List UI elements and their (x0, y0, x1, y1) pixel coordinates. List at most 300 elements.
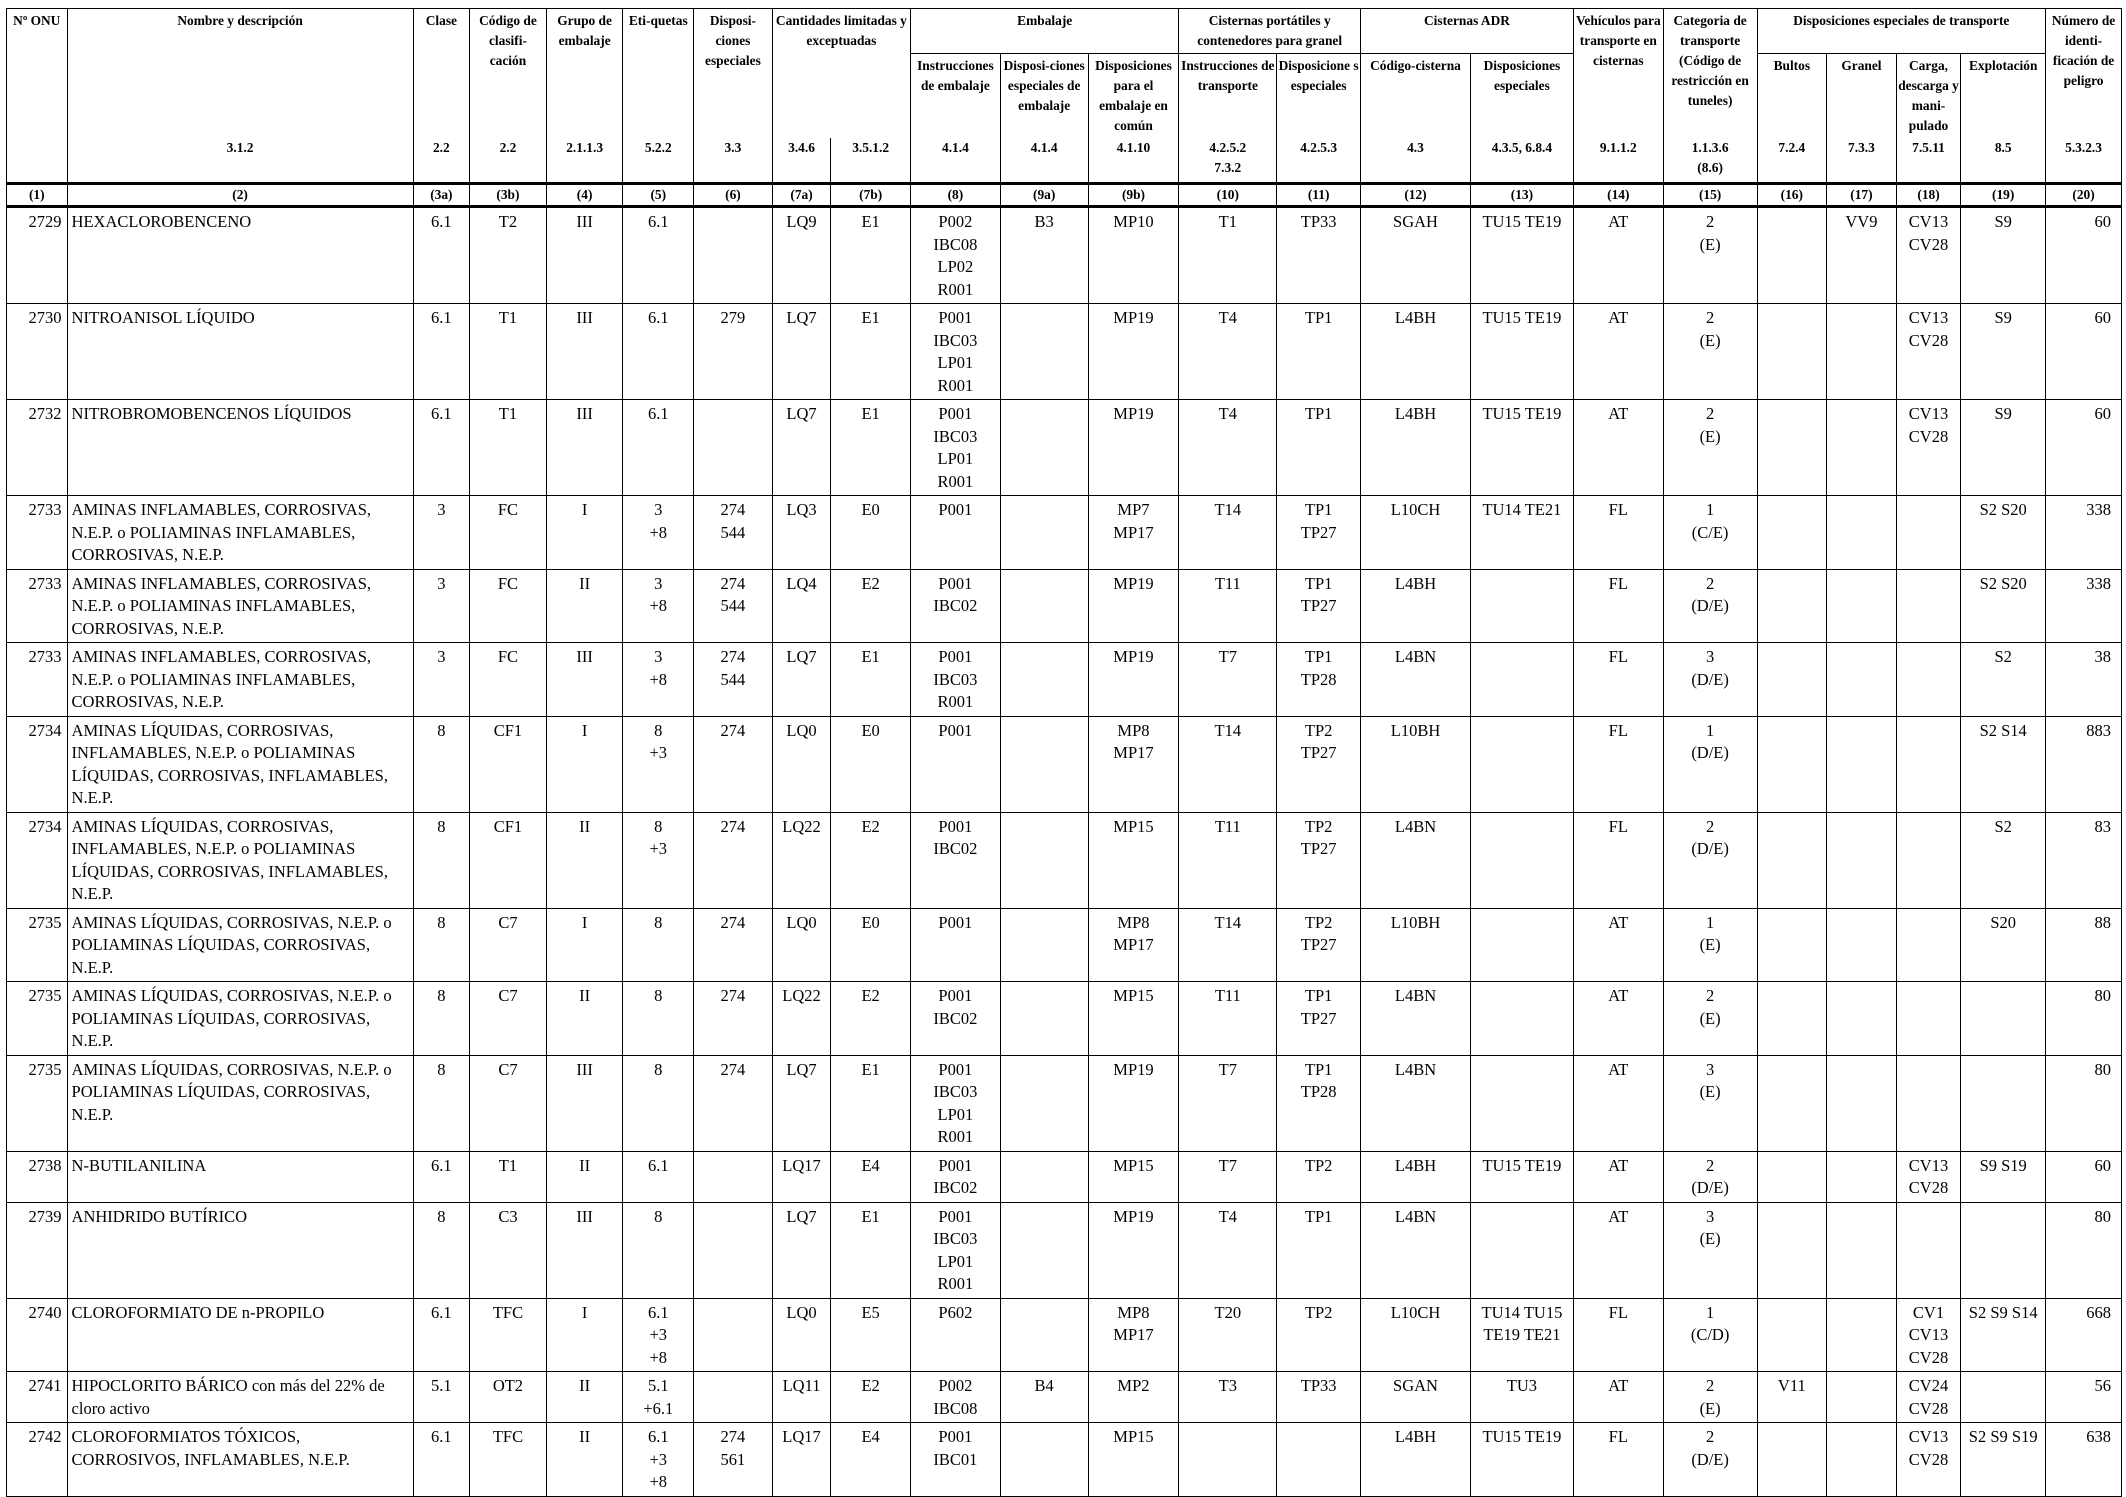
table-cell: E0 (831, 496, 911, 570)
table-cell: CV13 CV28 (1896, 207, 1961, 304)
col-header-vehiculos: Vehículos para transporte en cisternas (1573, 9, 1663, 139)
table-cell (1961, 1372, 2046, 1423)
table-cell: FC (470, 496, 547, 570)
table-cell: 80 (2046, 982, 2122, 1056)
table-cell: LQ22 (772, 982, 831, 1056)
table-row (7, 716, 2122, 812)
ref-cell: 7.3.3 (1827, 138, 1897, 184)
table-cell (1961, 982, 2046, 1056)
ref-cell: 8.5 (1961, 138, 2046, 184)
table-cell: P002 IBC08 (911, 1372, 1001, 1423)
table-cell (694, 400, 773, 496)
table-cell (1000, 1202, 1088, 1298)
table-cell: AT (1573, 908, 1663, 982)
table-cell (1896, 908, 1961, 982)
table-cell (694, 1151, 773, 1202)
table-cell (1000, 1298, 1088, 1372)
table-cell: TU14 TE21 (1470, 496, 1573, 570)
table-cell (1757, 569, 1827, 643)
ref-cell: 2.1.1.3 (546, 138, 623, 184)
table-cell (1000, 496, 1088, 570)
col-id-cell: (8) (911, 184, 1001, 207)
table-cell: 2 (E) (1663, 207, 1757, 304)
table-cell: 3 (413, 569, 470, 643)
table-cell: TU15 TE19 (1470, 400, 1573, 496)
table-cell (1961, 1055, 2046, 1151)
table-cell: 6.1 (623, 1151, 694, 1202)
ref-cell: 7.5.11 (1896, 138, 1961, 184)
col-header-grupo: Grupo de embalaje (546, 9, 623, 139)
table-cell: 1 (D/E) (1663, 716, 1757, 812)
table-cell: FL (1573, 1423, 1663, 1497)
table-cell (1757, 908, 1827, 982)
table-cell: 2 (E) (1663, 400, 1757, 496)
table-cell: P001 (911, 908, 1001, 982)
table-cell: 8 (623, 908, 694, 982)
table-cell (1470, 716, 1573, 812)
table-cell (1827, 982, 1897, 1056)
col-header-codigo-cisterna: Código-cisterna (1361, 54, 1471, 139)
table-cell (1757, 207, 1827, 304)
table-cell: T4 (1179, 1202, 1277, 1298)
table-cell (1896, 569, 1961, 643)
table-cell: P001 IBC03 R001 (911, 643, 1001, 717)
table-cell: P001 IBC02 (911, 982, 1001, 1056)
table-cell: AT (1573, 400, 1663, 496)
table-cell: FL (1573, 812, 1663, 908)
table-cell: SGAN (1361, 1372, 1471, 1423)
table-cell (1827, 496, 1897, 570)
table-row (7, 1372, 2122, 1423)
col-id-cell: (11) (1277, 184, 1361, 207)
ref-cell: 3.4.6 (772, 138, 831, 184)
table-cell: 8 (413, 1055, 470, 1151)
table-cell: T1 (1179, 207, 1277, 304)
table-cell: MP10 (1088, 207, 1179, 304)
ref-cell: 5.3.2.3 (2046, 138, 2122, 184)
table-cell: II (546, 1372, 623, 1423)
table-cell: 6.1 (623, 400, 694, 496)
table-cell: P001 IBC03 LP01 R001 (911, 304, 1001, 400)
substance-name-cell: AMINAS LÍQUIDAS, CORROSIVAS, INFLAMABLES, N.E.P. o POLIAMINAS LÍQUIDAS, CORROSIVAS, INFLAMABLES, N.E.P. (67, 812, 413, 908)
table-cell: TP33 (1277, 1372, 1361, 1423)
table-cell: T14 (1179, 908, 1277, 982)
table-cell: TU14 TU15 TE19 TE21 (1470, 1298, 1573, 1372)
table-cell: MP8 MP17 (1088, 1298, 1179, 1372)
table-cell: S2 (1961, 643, 2046, 717)
table-cell: II (546, 569, 623, 643)
table-cell: 1 (C/D) (1663, 1298, 1757, 1372)
col-id-cell: (12) (1361, 184, 1471, 207)
table-cell: OT2 (470, 1372, 547, 1423)
table-cell: S9 (1961, 207, 2046, 304)
table-cell: 274 (694, 982, 773, 1056)
col-id-cell: (7b) (831, 184, 911, 207)
un-number-cell: 2735 (7, 908, 68, 982)
table-cell: 2 (E) (1663, 982, 1757, 1056)
table-cell: 274 (694, 812, 773, 908)
table-cell (694, 1372, 773, 1423)
table-cell: L10BH (1361, 908, 1471, 982)
table-cell: MP19 (1088, 400, 1179, 496)
table-cell: 6.1 (413, 304, 470, 400)
table-cell: MP8 MP17 (1088, 716, 1179, 812)
table-cell: AT (1573, 1151, 1663, 1202)
un-number-cell: 2738 (7, 1151, 68, 1202)
table-cell: MP2 (1088, 1372, 1179, 1423)
table-cell: MP19 (1088, 569, 1179, 643)
table-cell: III (546, 400, 623, 496)
table-cell: LQ0 (772, 716, 831, 812)
table-cell: TU3 (1470, 1372, 1573, 1423)
table-cell: TP2 (1277, 1151, 1361, 1202)
table-cell: 8 (413, 1202, 470, 1298)
table-cell (1000, 812, 1088, 908)
table-cell: FL (1573, 643, 1663, 717)
table-row (7, 207, 2122, 304)
col-id-cell: (7a) (772, 184, 831, 207)
table-body (7, 207, 2122, 1497)
col-header-cantidades: Cantidades limitadas y exceptuadas (772, 9, 910, 139)
table-cell: P001 IBC03 LP01 R001 (911, 1202, 1001, 1298)
table-cell: LQ3 (772, 496, 831, 570)
ref-cell: 4.1.4 (911, 138, 1001, 184)
table-cell (1000, 400, 1088, 496)
col-id-cell: (5) (623, 184, 694, 207)
table-cell: MP19 (1088, 1202, 1179, 1298)
col-header-disposiciones-transporte: Disposiciones especiales de transporte (1757, 9, 2046, 54)
table-cell: I (546, 496, 623, 570)
table-cell (1179, 1423, 1277, 1497)
table-cell: T7 (1179, 1151, 1277, 1202)
table-cell: AT (1573, 1202, 1663, 1298)
table-cell: 8 (413, 812, 470, 908)
substance-name-cell: HIPOCLORITO BÁRICO con más del 22% de cloro activo (67, 1372, 413, 1423)
table-cell (1757, 716, 1827, 812)
table-cell: CV1 CV13 CV28 (1896, 1298, 1961, 1372)
table-cell: II (546, 1423, 623, 1497)
table-cell: FL (1573, 496, 1663, 570)
table-cell: LQ0 (772, 1298, 831, 1372)
table-cell: 274 561 (694, 1423, 773, 1497)
table-cell: E5 (831, 1298, 911, 1372)
table-cell: II (546, 812, 623, 908)
table-cell: P001 IBC02 (911, 812, 1001, 908)
table-cell: 8 (413, 982, 470, 1056)
table-cell: FC (470, 569, 547, 643)
table-cell (1757, 1202, 1827, 1298)
table-cell (1757, 1423, 1827, 1497)
table-cell: 2 (D/E) (1663, 1151, 1757, 1202)
table-cell: 8 (623, 1055, 694, 1151)
table-cell: 274 544 (694, 569, 773, 643)
col-id-cell: (14) (1573, 184, 1663, 207)
col-header-peligro: Número de identi-ficación de peligro (2046, 9, 2122, 139)
table-cell: L4BN (1361, 982, 1471, 1056)
table-row (7, 496, 2122, 570)
table-cell (1827, 1055, 1897, 1151)
table-cell: 8 (413, 908, 470, 982)
table-cell: 638 (2046, 1423, 2122, 1497)
table-cell: 3 (413, 496, 470, 570)
table-cell: P602 (911, 1298, 1001, 1372)
table-cell: III (546, 643, 623, 717)
ref-cell: 4.3 (1361, 138, 1471, 184)
table-cell: LQ11 (772, 1372, 831, 1423)
col-id-cell: (13) (1470, 184, 1573, 207)
col-header-cisternas-portatiles: Cisternas portátiles y contenedores para granel (1179, 9, 1361, 54)
substance-name-cell: AMINAS INFLAMABLES, CORROSIVAS, N.E.P. o POLIAMINAS INFLAMABLES, CORROSIVAS, N.E.P. (67, 496, 413, 570)
un-number-cell: 2733 (7, 643, 68, 717)
col-header-categoria: Categoria de transporte (Código de restricción en tuneles) (1663, 9, 1757, 139)
table-cell: 1 (E) (1663, 908, 1757, 982)
table-cell: MP8 MP17 (1088, 908, 1179, 982)
table-cell: E2 (831, 812, 911, 908)
col-id-cell: (9b) (1088, 184, 1179, 207)
un-number-cell: 2733 (7, 569, 68, 643)
table-row (7, 1423, 2122, 1497)
table-cell: MP19 (1088, 643, 1179, 717)
col-header-disposiciones-adr: Disposiciones especiales (1470, 54, 1573, 139)
col-header-instrucciones-embalaje: Instrucciones de embalaje (911, 54, 1001, 139)
table-cell: S2 S20 (1961, 496, 2046, 570)
table-cell (1961, 1202, 2046, 1298)
table-cell (1757, 1151, 1827, 1202)
table-cell: III (546, 304, 623, 400)
table-cell: TP1 TP28 (1277, 1055, 1361, 1151)
table-cell: 60 (2046, 304, 2122, 400)
un-number-cell: 2733 (7, 496, 68, 570)
table-cell: E1 (831, 1202, 911, 1298)
table-cell (1470, 643, 1573, 717)
table-cell: P001 IBC02 (911, 1151, 1001, 1202)
table-cell (1000, 908, 1088, 982)
table-cell: 2 (D/E) (1663, 812, 1757, 908)
col-header-bultos: Bultos (1757, 54, 1827, 139)
table-cell: II (546, 1151, 623, 1202)
table-cell: 3 (D/E) (1663, 643, 1757, 717)
col-id-cell: (9a) (1000, 184, 1088, 207)
table-cell: SGAH (1361, 207, 1471, 304)
table-cell: TFC (470, 1423, 547, 1497)
table-cell: CV13 CV28 (1896, 304, 1961, 400)
table-cell: L4BN (1361, 1202, 1471, 1298)
table-cell: FL (1573, 1298, 1663, 1372)
un-number-cell: 2734 (7, 716, 68, 812)
col-id-cell: (3a) (413, 184, 470, 207)
substance-name-cell: AMINAS INFLAMABLES, CORROSIVAS, N.E.P. o POLIAMINAS INFLAMABLES, CORROSIVAS, N.E.P. (67, 569, 413, 643)
table-cell: TP1 TP27 (1277, 569, 1361, 643)
col-id-cell: (16) (1757, 184, 1827, 207)
col-id-cell: (19) (1961, 184, 2046, 207)
table-cell: T2 (470, 207, 547, 304)
table-cell: 1 (C/E) (1663, 496, 1757, 570)
table-cell: T11 (1179, 812, 1277, 908)
table-cell: AT (1573, 1372, 1663, 1423)
table-cell (1000, 1151, 1088, 1202)
table-cell (1827, 643, 1897, 717)
col-id-cell: (3b) (470, 184, 547, 207)
substance-name-cell: HEXACLOROBENCENO (67, 207, 413, 304)
table-cell: L4BH (1361, 1423, 1471, 1497)
table-cell: P002 IBC08 LP02 R001 (911, 207, 1001, 304)
table-cell (1277, 1423, 1361, 1497)
table-cell: 8 (413, 716, 470, 812)
table-cell (1470, 569, 1573, 643)
table-cell: B4 (1000, 1372, 1088, 1423)
table-cell: B3 (1000, 207, 1088, 304)
table-cell: LQ17 (772, 1423, 831, 1497)
table-cell: TFC (470, 1298, 547, 1372)
table-cell (1827, 400, 1897, 496)
col-id-cell: (2) (67, 184, 413, 207)
col-id-cell: (17) (1827, 184, 1897, 207)
table-cell: 80 (2046, 1202, 2122, 1298)
table-cell: 38 (2046, 643, 2122, 717)
table-cell: III (546, 207, 623, 304)
un-number-cell: 2730 (7, 304, 68, 400)
table-cell: P001 (911, 716, 1001, 812)
table-cell (1000, 1423, 1088, 1497)
table-cell: MP19 (1088, 1055, 1179, 1151)
table-cell (1000, 304, 1088, 400)
table-cell: 88 (2046, 908, 2122, 982)
table-cell (1896, 496, 1961, 570)
table-cell: L10CH (1361, 1298, 1471, 1372)
un-number-cell: 2729 (7, 207, 68, 304)
table-cell: CF1 (470, 716, 547, 812)
substance-name-cell: AMINAS INFLAMABLES, CORROSIVAS, N.E.P. o POLIAMINAS INFLAMABLES, CORROSIVAS, N.E.P. (67, 643, 413, 717)
table-cell: TU15 TE19 (1470, 1151, 1573, 1202)
table-cell: FC (470, 643, 547, 717)
table-cell: 3 (E) (1663, 1055, 1757, 1151)
table-cell: C7 (470, 982, 547, 1056)
table-cell: MP15 (1088, 1423, 1179, 1497)
table-cell: 274 544 (694, 643, 773, 717)
table-cell: 6.1 (413, 1423, 470, 1497)
table-cell: E1 (831, 207, 911, 304)
table-cell: TP2 TP27 (1277, 812, 1361, 908)
substance-name-cell: CLOROFORMIATOS TÓXICOS, CORROSIVOS, INFLAMABLES, N.E.P. (67, 1423, 413, 1497)
ref-cell: 3.5.1.2 (831, 138, 911, 184)
un-number-cell: 2735 (7, 1055, 68, 1151)
table-cell: TP1 TP27 (1277, 982, 1361, 1056)
col-header-un: Nº ONU (7, 9, 68, 139)
substance-name-cell: NITROANISOL LÍQUIDO (67, 304, 413, 400)
col-header-clase: Clase (413, 9, 470, 139)
un-number-cell: 2739 (7, 1202, 68, 1298)
table-cell: L4BN (1361, 643, 1471, 717)
table-cell: AT (1573, 982, 1663, 1056)
substance-name-cell: ANHIDRIDO BUTÍRICO (67, 1202, 413, 1298)
table-cell (1757, 643, 1827, 717)
table-cell: 8 (623, 982, 694, 1056)
table-row (7, 908, 2122, 982)
col-id-cell: (15) (1663, 184, 1757, 207)
table-cell: TP1 TP27 (1277, 496, 1361, 570)
table-cell: 60 (2046, 207, 2122, 304)
col-header-codigo: Código de clasifi-cación (470, 9, 547, 139)
table-cell: P001 (911, 496, 1001, 570)
table-cell (1827, 1151, 1897, 1202)
table-cell: 3 (413, 643, 470, 717)
table-cell: TP1 (1277, 304, 1361, 400)
table-cell (1000, 569, 1088, 643)
table-row (7, 812, 2122, 908)
table-cell: 60 (2046, 400, 2122, 496)
table-cell (1000, 643, 1088, 717)
un-number-cell: 2740 (7, 1298, 68, 1372)
table-row (7, 643, 2122, 717)
substance-name-cell: N-BUTILANILINA (67, 1151, 413, 1202)
table-cell (694, 1202, 773, 1298)
table-cell (1000, 982, 1088, 1056)
ref-cell: 5.2.2 (623, 138, 694, 184)
table-cell: I (546, 1298, 623, 1372)
table-cell: T7 (1179, 643, 1277, 717)
ref-cell: 4.2.5.2 7.3.2 (1179, 138, 1277, 184)
un-number-cell: 2734 (7, 812, 68, 908)
table-cell: P001 IBC01 (911, 1423, 1001, 1497)
table-cell: 8 (623, 1202, 694, 1298)
table-cell: P001 IBC03 LP01 R001 (911, 1055, 1001, 1151)
table-cell: 274 544 (694, 496, 773, 570)
table-cell: E2 (831, 982, 911, 1056)
table-cell (1896, 982, 1961, 1056)
col-header-explotacion: Explotación (1961, 54, 2046, 139)
table-cell: L4BH (1361, 1151, 1471, 1202)
table-cell: S2 S9 S19 (1961, 1423, 2046, 1497)
table-cell: 2 (D/E) (1663, 569, 1757, 643)
table-cell: L4BN (1361, 812, 1471, 908)
table-cell: 3 (E) (1663, 1202, 1757, 1298)
table-cell: MP15 (1088, 812, 1179, 908)
table-row (7, 982, 2122, 1056)
table-cell: FL (1573, 569, 1663, 643)
table-cell: AT (1573, 1055, 1663, 1151)
table-cell (1896, 643, 1961, 717)
col-id-cell: (10) (1179, 184, 1277, 207)
table-cell (1827, 1298, 1897, 1372)
table-cell: I (546, 908, 623, 982)
table-cell: 5.1 +6.1 (623, 1372, 694, 1423)
col-header-disposiciones-embalaje: Disposi-ciones especiales de embalaje (1000, 54, 1088, 139)
dangerous-goods-table (6, 8, 2122, 1497)
table-cell (1757, 304, 1827, 400)
table-cell: LQ7 (772, 304, 831, 400)
table-row (7, 1202, 2122, 1298)
header-row-top (7, 9, 2122, 54)
table-cell: 279 (694, 304, 773, 400)
table-cell: C7 (470, 1055, 547, 1151)
table-cell (1470, 982, 1573, 1056)
table-cell (1757, 1055, 1827, 1151)
col-id-cell: (18) (1896, 184, 1961, 207)
table-cell (1827, 569, 1897, 643)
table-cell: E1 (831, 400, 911, 496)
col-header-disposiciones-cp: Disposicione s especiales (1277, 54, 1361, 139)
table-cell: TP1 TP28 (1277, 643, 1361, 717)
substance-name-cell: AMINAS LÍQUIDAS, CORROSIVAS, N.E.P. o POLIAMINAS LÍQUIDAS, CORROSIVAS, N.E.P. (67, 908, 413, 982)
table-cell: CV13 CV28 (1896, 1151, 1961, 1202)
table-cell: II (546, 982, 623, 1056)
table-cell (1896, 716, 1961, 812)
table-cell: S2 S9 S14 (1961, 1298, 2046, 1372)
table-cell: LQ22 (772, 812, 831, 908)
table-row (7, 1151, 2122, 1202)
table-cell: 274 (694, 908, 773, 982)
table-cell: CV13 CV28 (1896, 400, 1961, 496)
